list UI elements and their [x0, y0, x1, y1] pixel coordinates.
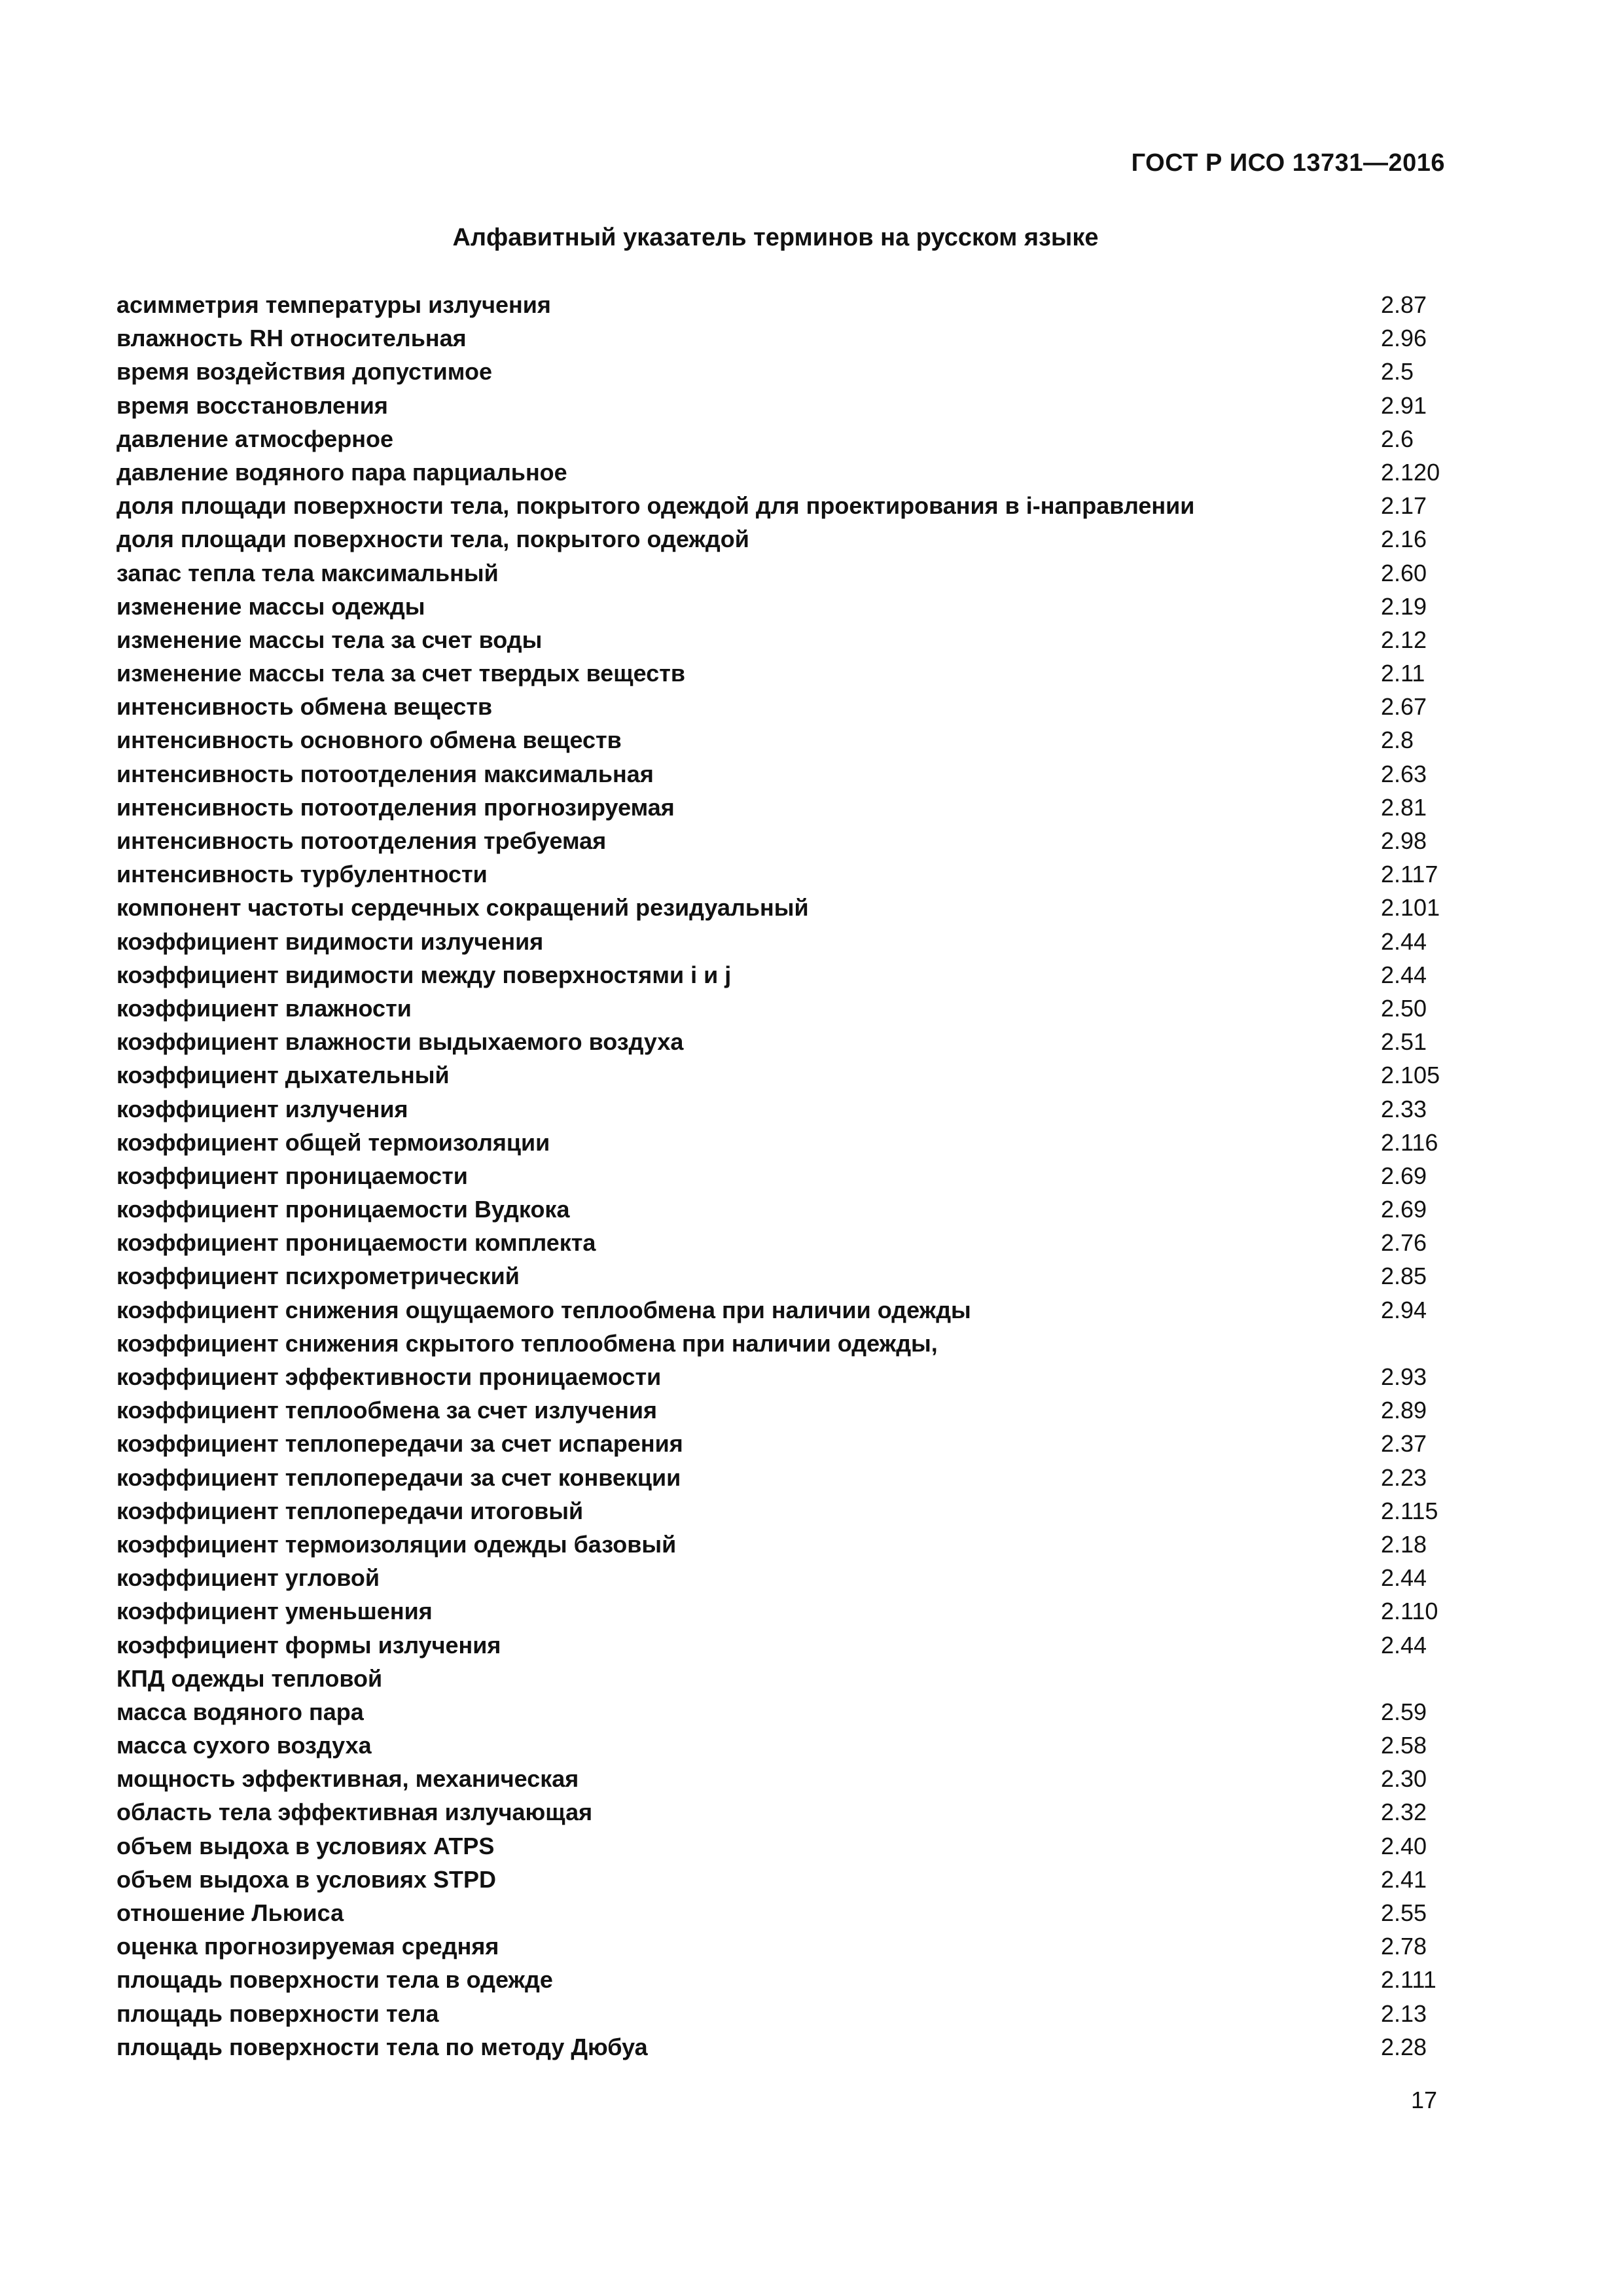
index-entry	[116, 1327, 1452, 1360]
index-entry	[116, 1528, 1452, 1561]
index-entry	[116, 791, 1452, 824]
index-entry	[116, 2030, 1452, 2064]
index-ref: 2.94	[1381, 1296, 1427, 1323]
index-entry	[116, 1829, 1452, 1863]
index-entry	[116, 992, 1452, 1025]
index-entry	[116, 1896, 1452, 1929]
index-ref: 2.85	[1381, 1263, 1427, 1290]
index-ref: 2.12	[1381, 626, 1427, 653]
index-entry	[116, 456, 1452, 489]
index-term: интенсивность основного обмена веществ	[116, 726, 622, 754]
index-term: интенсивность обмена веществ	[116, 693, 493, 721]
index-term: коэффициент психрометрический	[116, 1263, 520, 1290]
index-term: площадь поверхности тела в одежде	[116, 1966, 553, 1994]
index-term: время восстановления	[116, 391, 388, 419]
index-entry	[116, 1461, 1452, 1494]
index-term: коэффициент снижения скрытого теплообмена при наличии одежды,	[116, 1329, 938, 1357]
index-ref: 2.44	[1381, 1631, 1427, 1659]
index-ref: 2.120	[1381, 458, 1440, 486]
index-ref: 2.87	[1381, 291, 1427, 318]
index-entry	[116, 757, 1452, 791]
index-entry	[116, 958, 1452, 992]
index-entry	[116, 288, 1452, 321]
document-code: ГОСТ Р ИСО 13731—2016	[1131, 149, 1445, 177]
index-entry	[116, 1360, 1452, 1393]
index-ref: 2.98	[1381, 827, 1427, 854]
index-term: коэффициент теплопередачи за счет конвекции	[116, 1463, 681, 1491]
index-term: коэффициент уменьшения	[116, 1598, 433, 1625]
index-ref: 2.55	[1381, 1899, 1427, 1926]
index-term: интенсивность турбулентности	[116, 861, 488, 888]
index-ref: 2.8	[1381, 726, 1414, 754]
index-entry	[116, 1997, 1452, 2030]
index-entry	[116, 656, 1452, 690]
index-entry	[116, 1159, 1452, 1193]
index-term: доля площади поверхности тела, покрытого одеждой для проектирования в i-направлении	[116, 492, 1195, 520]
index-entry	[116, 1762, 1452, 1795]
index-entry	[116, 1259, 1452, 1293]
index-entry	[116, 891, 1452, 924]
index-ref: 2.33	[1381, 1095, 1427, 1122]
index-ref: 2.50	[1381, 994, 1427, 1022]
index-ref: 2.11	[1381, 660, 1425, 687]
index-term: доля площади поверхности тела, покрытого одеждой	[116, 526, 749, 553]
index-ref: 2.19	[1381, 592, 1427, 620]
index-ref: 2.13	[1381, 2000, 1427, 2027]
index-entry	[116, 355, 1452, 388]
term-index-list	[116, 288, 1452, 2064]
index-entry	[116, 389, 1452, 422]
index-ref: 2.59	[1381, 1698, 1427, 1725]
index-ref: 2.116	[1381, 1128, 1438, 1156]
index-term: оценка прогнозируемая средняя	[116, 1933, 499, 1960]
index-term: площадь поверхности тела по методу Дюбуа	[116, 2033, 648, 2060]
index-term: отношение Льюиса	[116, 1899, 344, 1926]
index-ref: 2.63	[1381, 760, 1427, 787]
index-term: коэффициент термоизоляции одежды базовый	[116, 1530, 677, 1558]
index-term: коэффициент влажности	[116, 994, 412, 1022]
index-term: коэффициент формы излучения	[116, 1631, 501, 1659]
index-ref: 2.17	[1381, 492, 1427, 520]
index-ref: 2.58	[1381, 1732, 1427, 1759]
index-ref: 2.16	[1381, 526, 1427, 553]
index-entry	[116, 1795, 1452, 1829]
index-term: коэффициент общей термоизоляции	[116, 1128, 550, 1156]
index-entry	[116, 723, 1452, 757]
index-term: масса водяного пара	[116, 1698, 364, 1725]
index-entry	[116, 623, 1452, 656]
index-term: давление атмосферное	[116, 425, 393, 452]
index-term: запас тепла тела максимальный	[116, 559, 499, 586]
index-term: интенсивность потоотделения требуемая	[116, 827, 607, 854]
index-ref: 2.32	[1381, 1799, 1427, 1826]
index-entry	[116, 1695, 1452, 1729]
index-term: изменение массы тела за счет воды	[116, 626, 543, 653]
index-ref: 2.91	[1381, 391, 1427, 419]
index-entry	[116, 1929, 1452, 1963]
index-ref: 2.60	[1381, 559, 1427, 586]
index-entry	[116, 1561, 1452, 1594]
index-term: интенсивность потоотделения прогнозируемая	[116, 793, 675, 821]
index-ref: 2.69	[1381, 1196, 1427, 1223]
index-ref: 2.51	[1381, 1028, 1427, 1056]
index-entry	[116, 1025, 1452, 1058]
index-term: коэффициент излучения	[116, 1095, 408, 1122]
index-entry	[116, 1226, 1452, 1259]
index-ref: 2.93	[1381, 1363, 1427, 1390]
index-ref: 2.111	[1381, 1966, 1436, 1994]
index-ref: 2.18	[1381, 1530, 1427, 1558]
index-term: площадь поверхности тела	[116, 2000, 439, 2027]
index-term: коэффициент видимости излучения	[116, 927, 544, 955]
index-entry	[116, 321, 1452, 355]
index-term: КПД одежды тепловой	[116, 1664, 383, 1692]
index-term: коэффициент угловой	[116, 1564, 380, 1592]
index-term: время воздействия допустимое	[116, 358, 492, 386]
index-entry	[116, 1058, 1452, 1092]
index-term: масса сухого воздуха	[116, 1732, 372, 1759]
index-term: давление водяного пара парциальное	[116, 458, 567, 486]
page-title: Алфавитный указатель терминов на русском языке	[452, 224, 1099, 251]
index-entry	[116, 824, 1452, 857]
index-ref: 2.28	[1381, 2033, 1427, 2060]
index-entry	[116, 1427, 1452, 1460]
index-ref: 2.89	[1381, 1397, 1427, 1424]
index-term: коэффициент дыхательный	[116, 1062, 450, 1089]
index-ref: 2.6	[1381, 425, 1414, 452]
index-ref: 2.44	[1381, 927, 1427, 955]
index-entry	[116, 1293, 1452, 1327]
index-entry	[116, 1963, 1452, 1996]
index-ref: 2.110	[1381, 1598, 1438, 1625]
index-entry	[116, 1628, 1452, 1662]
index-entry	[116, 1393, 1452, 1427]
index-term: объем выдоха в условиях ATPS	[116, 1832, 495, 1859]
index-term: асимметрия температуры излучения	[116, 291, 551, 318]
index-ref: 2.101	[1381, 894, 1440, 922]
index-ref: 2.69	[1381, 1162, 1427, 1189]
index-term: коэффициент видимости между поверхностями i и j	[116, 961, 732, 988]
index-term: коэффициент теплопередачи за счет испарения	[116, 1430, 683, 1458]
index-ref: 2.5	[1381, 358, 1414, 386]
index-term: коэффициент теплопередачи итоговый	[116, 1497, 584, 1524]
index-entry	[116, 422, 1452, 456]
index-ref: 2.117	[1381, 861, 1438, 888]
index-term: коэффициент проницаемости	[116, 1162, 468, 1189]
index-term: компонент частоты сердечных сокращений резидуальный	[116, 894, 809, 922]
index-entry	[116, 690, 1452, 723]
index-ref: 2.40	[1381, 1832, 1427, 1859]
index-entry	[116, 1729, 1452, 1762]
index-entry	[116, 857, 1452, 891]
index-ref: 2.76	[1381, 1229, 1427, 1257]
index-entry	[116, 1863, 1452, 1896]
index-ref: 2.78	[1381, 1933, 1427, 1960]
index-entry	[116, 1092, 1452, 1126]
index-ref: 2.44	[1381, 961, 1427, 988]
index-term: область тела эффективная излучающая	[116, 1799, 593, 1826]
index-entry	[116, 1594, 1452, 1628]
index-ref: 2.105	[1381, 1062, 1440, 1089]
page-number: 17	[1410, 2087, 1437, 2113]
index-term: объем выдоха в условиях STPD	[116, 1865, 497, 1893]
index-term: изменение массы тела за счет твердых веществ	[116, 660, 685, 687]
index-term: коэффициент теплообмена за счет излучения	[116, 1397, 658, 1424]
index-ref: 2.41	[1381, 1865, 1427, 1893]
index-ref: 2.81	[1381, 793, 1427, 821]
index-ref: 2.44	[1381, 1564, 1427, 1592]
index-term: коэффициент проницаемости Вудкока	[116, 1196, 570, 1223]
index-term: коэффициент проницаемости комплекта	[116, 1229, 596, 1257]
index-term: изменение массы одежды	[116, 592, 425, 620]
index-ref: 2.37	[1381, 1430, 1427, 1458]
index-term: мощность эффективная, механическая	[116, 1765, 579, 1793]
index-entry	[116, 522, 1452, 556]
index-entry	[116, 489, 1452, 522]
index-term: коэффициент эффективности проницаемости	[116, 1363, 662, 1390]
index-entry	[116, 556, 1452, 590]
index-entry	[116, 1662, 1452, 1695]
index-ref: 2.30	[1381, 1765, 1427, 1793]
index-ref: 2.115	[1381, 1497, 1438, 1524]
index-ref: 2.23	[1381, 1463, 1427, 1491]
index-entry	[116, 1193, 1452, 1226]
index-term: влажность RH относительная	[116, 325, 467, 352]
index-ref: 2.67	[1381, 693, 1427, 721]
index-entry	[116, 925, 1452, 958]
index-term: интенсивность потоотделения максимальная	[116, 760, 654, 787]
index-entry	[116, 1494, 1452, 1528]
index-entry	[116, 590, 1452, 623]
index-entry	[116, 1126, 1452, 1159]
index-term: коэффициент влажности выдыхаемого воздуха	[116, 1028, 684, 1056]
index-ref: 2.96	[1381, 325, 1427, 352]
index-term: коэффициент снижения ощущаемого теплообмена при наличии одежды	[116, 1296, 971, 1323]
